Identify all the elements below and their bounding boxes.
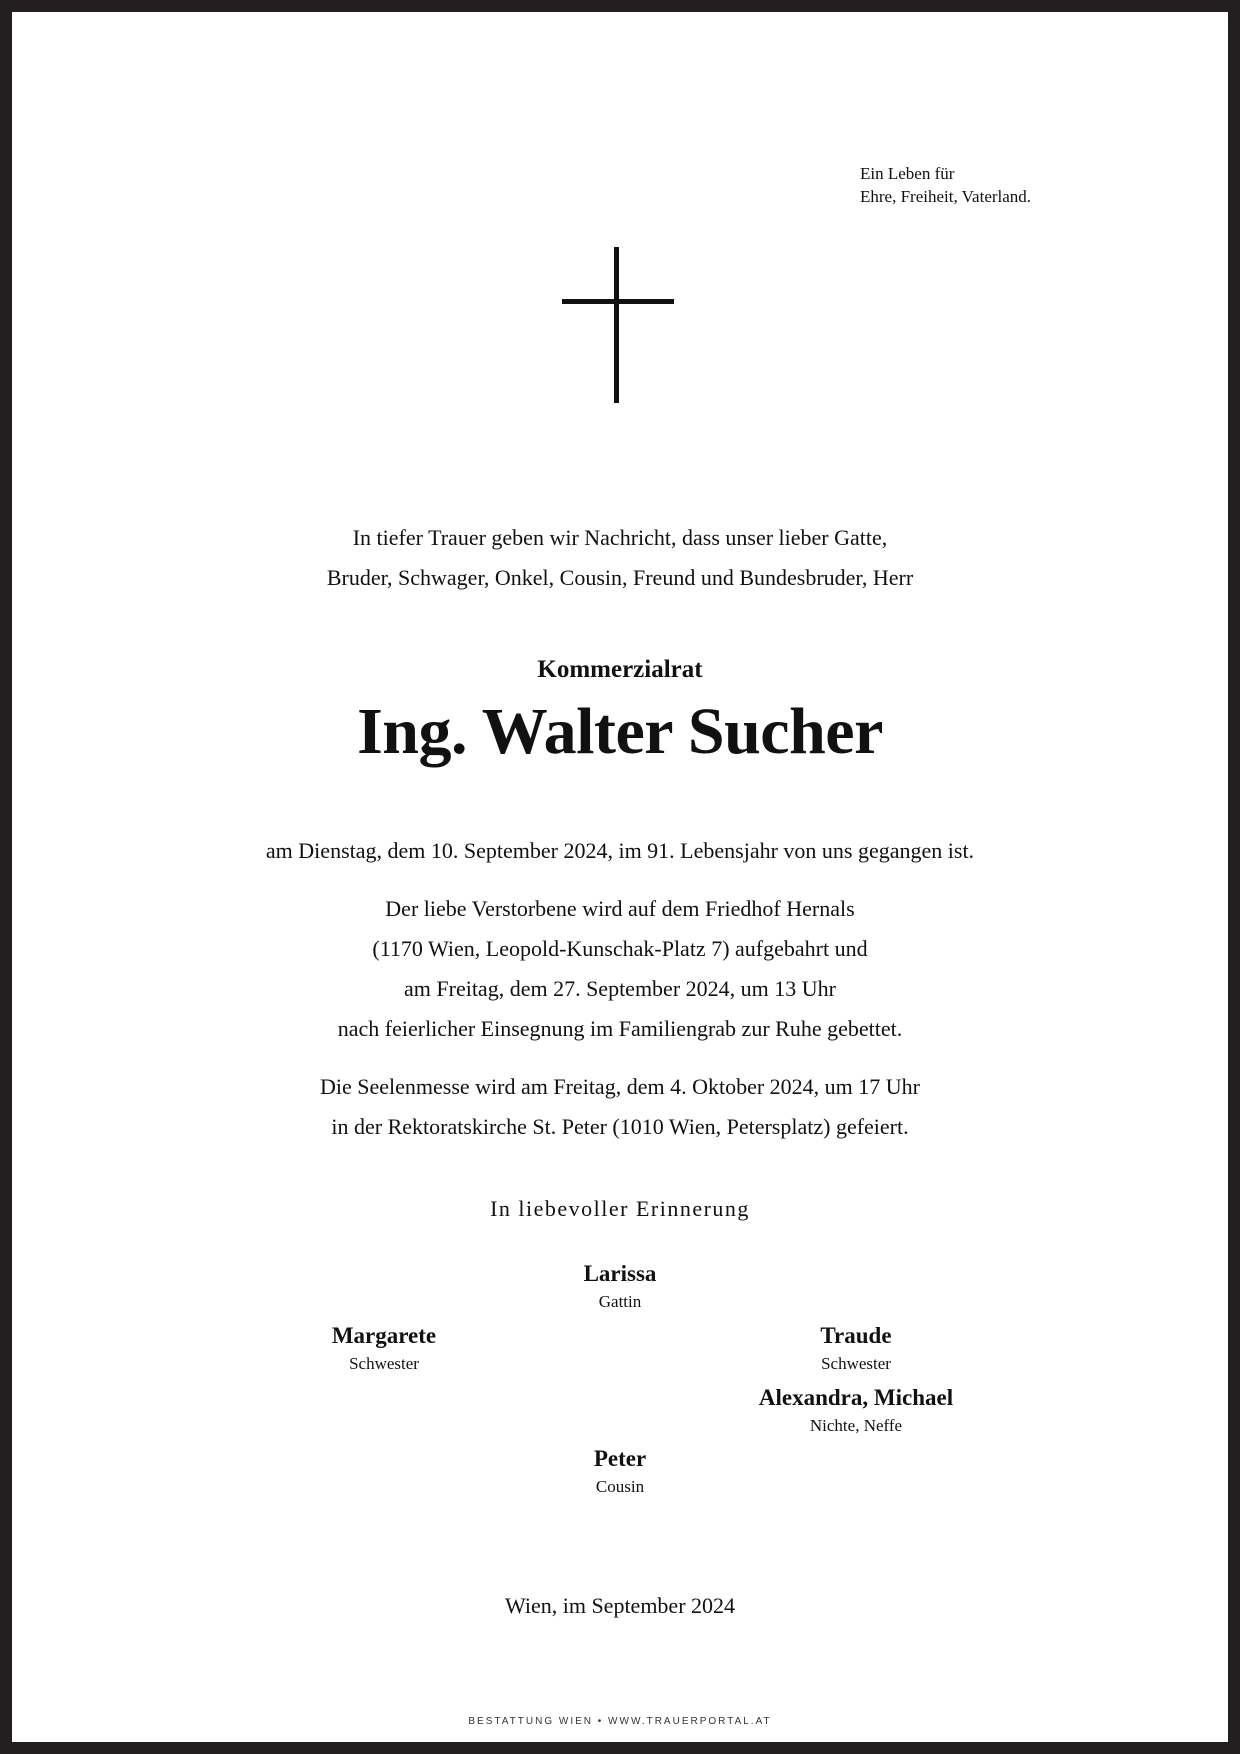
mourner-margarete — [224, 1321, 544, 1377]
announcement-line-1: In tiefer Trauer geben wir Nachricht, dass unser lieber Gatte, — [352, 525, 888, 550]
mourner-role: Nichte, Neffe — [809, 1416, 903, 1435]
footer-credit: BESTATTUNG WIEN • WWW.TRAUERPORTAL.AT — [468, 1716, 772, 1727]
cross-vertical-bar — [614, 247, 619, 403]
mass-line-1: Die Seelenmesse wird am Freitag, dem 4. Oktober 2024, um 17 Uhr — [320, 1074, 920, 1099]
mourner-larissa — [460, 1259, 780, 1315]
mourner-role: Gattin — [598, 1292, 642, 1311]
deceased-name: Ing. Walter Sucher — [357, 695, 883, 768]
motto — [860, 162, 1031, 208]
mass-details — [12, 1067, 1228, 1147]
cross-horizontal-bar — [562, 299, 674, 304]
mourner-name: Alexandra, Michael — [758, 1385, 954, 1410]
mourner-name: Larissa — [583, 1261, 657, 1286]
funeral-line-2: (1170 Wien, Leopold-Kunschak-Platz 7) aufgebahrt und — [372, 936, 868, 961]
mourner-peter — [460, 1444, 780, 1500]
place-and-date: Wien, im September 2024 — [504, 1593, 736, 1618]
death-notice: am Dienstag, dem 10. September 2024, im 91. Lebensjahr von uns gegangen ist. — [265, 838, 975, 863]
mourner-alexandra-michael — [696, 1383, 1016, 1439]
obituary-page — [12, 12, 1228, 1742]
deceased-honorific: Kommerzialrat — [537, 656, 703, 683]
memory-heading: In liebevoller Erinnerung — [490, 1196, 750, 1221]
mourner-traude — [696, 1321, 1016, 1377]
latin-cross-icon — [562, 247, 674, 403]
motto-line-2: Ehre, Freiheit, Vaterland. — [860, 187, 1032, 206]
funeral-details — [12, 889, 1228, 1049]
funeral-line-1: Der liebe Verstorbene wird auf dem Friedhof Hernals — [385, 896, 855, 921]
mass-line-2: in der Rektoratskirche St. Peter (1010 Wien, Petersplatz) gefeiert. — [331, 1114, 909, 1139]
mourner-name: Margarete — [331, 1323, 437, 1348]
funeral-line-4: nach feierlicher Einsegnung im Familiengrab zur Ruhe gebettet. — [337, 1016, 903, 1041]
mourner-role: Cousin — [595, 1477, 645, 1496]
motto-line-1: Ein Leben für — [860, 164, 955, 183]
announcement — [12, 518, 1228, 598]
mourner-role: Schwester — [821, 1354, 891, 1373]
mourner-name: Traude — [820, 1323, 892, 1348]
mourner-name: Peter — [593, 1446, 647, 1471]
funeral-line-3: am Freitag, dem 27. September 2024, um 13 Uhr — [404, 976, 836, 1001]
mourner-role: Schwester — [349, 1354, 419, 1373]
announcement-line-2: Bruder, Schwager, Onkel, Cousin, Freund und Bundesbruder, Herr — [326, 565, 914, 590]
